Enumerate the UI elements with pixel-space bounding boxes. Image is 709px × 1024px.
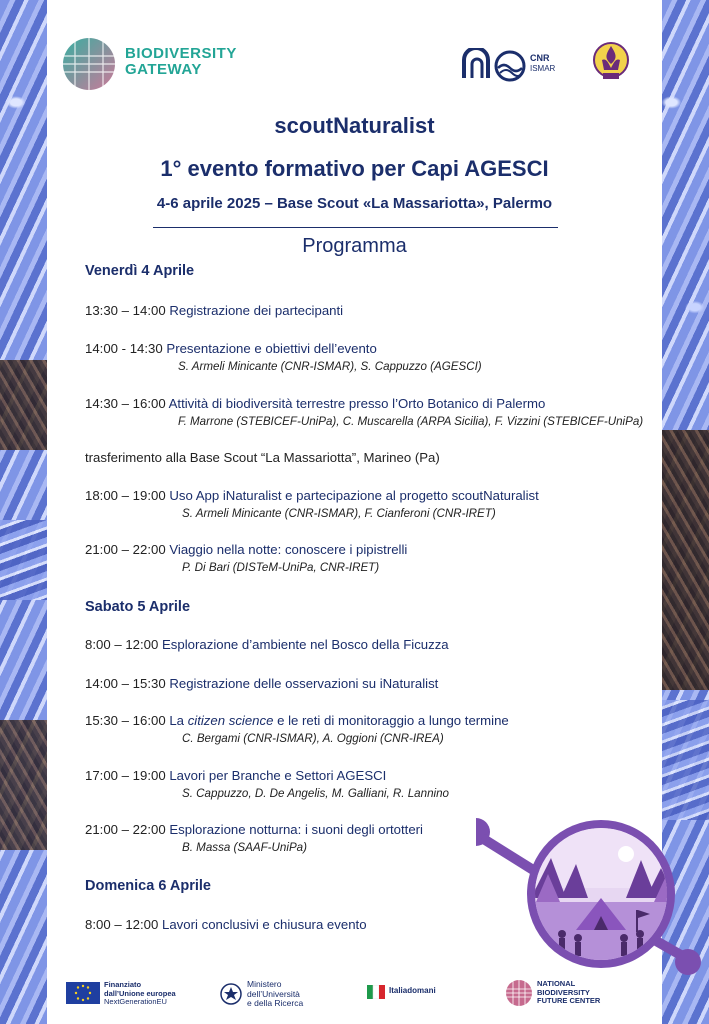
brand-line1: BIODIVERSITY (125, 45, 237, 62)
item-time: 17:00 – 19:00 (85, 768, 166, 783)
item-time: 14:30 – 16:00 (85, 396, 166, 411)
event-subtitle: 1° evento formativo per Capi AGESCI (160, 156, 549, 181)
day-heading-domenica: Domenica 6 Aprile (85, 878, 211, 894)
nbfc-line2: BIODIVERSITY (537, 987, 590, 997)
italy-flag-icon (367, 985, 385, 999)
item-speakers: S. Cappuzzo, D. De Angelis, M. Galliani, R. Lannino (182, 787, 450, 800)
schedule-item (85, 917, 367, 932)
event-dates-location: 4-6 aprile 2025 – Base Scout «La Massariotta», Palermo (156, 195, 553, 212)
nbfc-line3: FUTURE CENTER (537, 996, 601, 1005)
item-description: Presentazione e obiettivi dell’evento (166, 341, 377, 356)
item-description: Registrazione delle osservazioni su iNaturalist (169, 676, 439, 691)
scout-camp-illustration (476, 818, 701, 978)
schedule-item (85, 822, 423, 837)
schedule-item (85, 542, 407, 557)
item-description: Lavori per Branche e Settori AGESCI (169, 768, 387, 783)
mur-line1: Ministero (247, 979, 282, 989)
italian-emblem-icon (219, 982, 243, 1006)
item-speakers: S. Armeli Minicante (CNR-ISMAR), S. Cappuzzo (AGESCI) (178, 360, 482, 373)
programma-heading: Programma (302, 235, 407, 257)
item-time: 8:00 – 12:00 (85, 917, 159, 932)
item-description: Esplorazione notturna: i suoni degli ortotteri (169, 822, 423, 837)
item-description: Esplorazione d’ambiente nel Bosco della Ficuzza (162, 637, 449, 652)
desc-suffix: e le reti di monitoraggio a lungo termine (273, 713, 509, 728)
item-speakers: B. Massa (SAAF-UniPa) (182, 841, 307, 854)
desc-emphasis: citizen science (187, 713, 274, 728)
cnr-label: CNR (530, 53, 550, 63)
nbfc-logo (505, 976, 635, 1012)
item-time: 21:00 – 22:00 (85, 542, 166, 557)
eu-line3: NextGenerationEU (104, 997, 167, 1006)
nbfc-line1: NATIONAL (537, 979, 576, 988)
event-title: scoutNaturalist (274, 113, 435, 138)
item-description: Viaggio nella notte: conoscere i pipistrelli (169, 542, 408, 557)
item-description: Attività di biodiversità terrestre presso l’Orto Botanico di Palermo (168, 396, 546, 411)
item-description (169, 713, 508, 728)
schedule-item (85, 303, 343, 318)
eu-funding-logo (66, 976, 196, 1012)
eu-line1: Finanziato (104, 980, 142, 989)
item-time: 13:30 – 14:00 (85, 303, 166, 318)
transfer-note: trasferimento alla Base Scout “La Massariotta”, Marineo (Pa) (85, 450, 440, 465)
schedule-item (85, 341, 377, 356)
schedule-item (85, 768, 386, 783)
schedule-item (85, 713, 509, 728)
day-heading-sabato: Sabato 5 Aprile (85, 599, 191, 615)
item-description: Registrazione dei partecipanti (169, 303, 344, 318)
item-speakers: S. Armeli Minicante (CNR-ISMAR), F. Cianferoni (CNR-IRET) (182, 507, 496, 520)
schedule-item (85, 637, 449, 652)
item-time: 14:00 - 14:30 (85, 341, 163, 356)
item-description: Uso App iNaturalist e partecipazione al progetto scoutNaturalist (169, 488, 539, 503)
ismar-label: ISMAR (530, 64, 556, 73)
program-sheet (47, 0, 662, 1024)
mur-line2: dell’Università (247, 988, 300, 999)
item-time: 21:00 – 22:00 (85, 822, 166, 837)
item-time: 14:00 – 15:30 (85, 676, 166, 691)
title-divider (153, 227, 558, 228)
mur-logo (219, 976, 319, 1012)
item-speakers: P. Di Bari (DISTeM-UniPa, CNR-IRET) (182, 561, 380, 574)
italiadomani-text: Italiadomani (389, 986, 436, 995)
mur-line3: e della Ricerca (247, 998, 304, 1008)
item-time: 15:30 – 16:00 (85, 713, 166, 728)
eu-flag-icon (66, 982, 100, 1004)
cnr-ismar-logo-icon (460, 48, 568, 82)
desc-prefix: La (169, 713, 188, 728)
brand-line2: GATEWAY (125, 61, 202, 78)
item-speakers: C. Bergami (CNR-ISMAR), A. Oggioni (CNR-IREA) (182, 732, 444, 745)
item-time: 8:00 – 12:00 (85, 637, 159, 652)
item-speakers: F. Marrone (STEBICEF-UniPa), C. Muscarella (ARPA Sicilia), F. Vizzini (STEBICEF-UniPa) (178, 415, 644, 428)
agesci-logo-icon (592, 40, 630, 82)
italiadomani-logo (367, 976, 457, 1012)
schedule-item (85, 396, 545, 411)
schedule-item (85, 488, 539, 503)
nbfc-globe-icon (505, 979, 533, 1007)
eu-line2: dall’Unione europea (104, 988, 176, 998)
item-description: Lavori conclusivi e chiusura evento (162, 917, 367, 932)
item-time: 18:00 – 19:00 (85, 488, 166, 503)
biodiversity-gateway-wordmark (125, 46, 237, 78)
schedule-item (85, 676, 438, 691)
biodiversity-gateway-logo-icon (61, 36, 117, 92)
day-heading-venerdi: Venerdì 4 Aprile (85, 263, 195, 279)
